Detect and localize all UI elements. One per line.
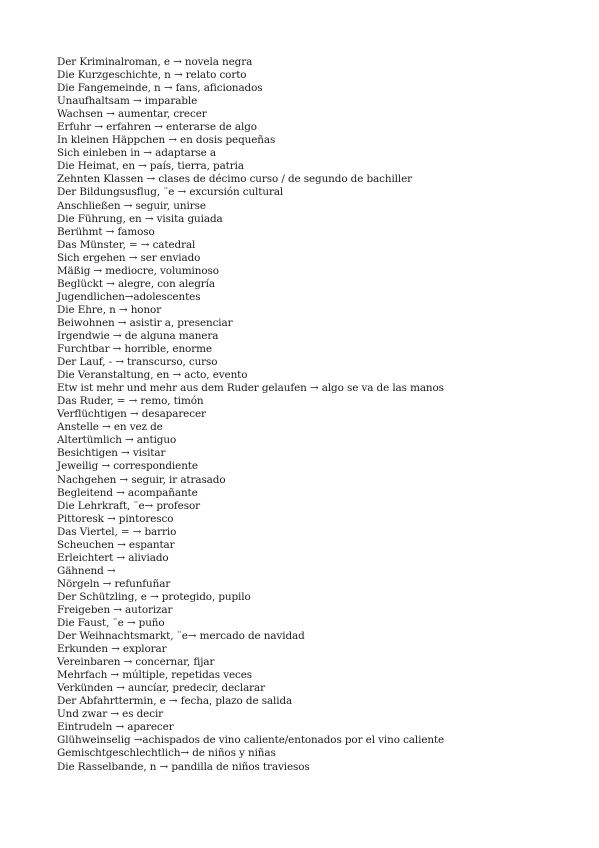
vocabulary-entry: Die Heimat, en → país, tierra, patria <box>57 160 244 173</box>
vocabulary-entry: Der Abfahrttermin, e → fecha, plazo de salida <box>57 695 293 708</box>
vocabulary-entry: Der Bildungsusflug, ¨e → excursión cultural <box>57 186 284 199</box>
vocabulary-entry: Erfuhr → erfahren → enterarse de algo <box>57 121 257 134</box>
vocabulary-entry: Anstelle → en vez de <box>57 421 163 434</box>
vocabulary-entry: Sich ergehen → ser enviado <box>57 251 201 264</box>
vocabulary-entry: Das Ruder, = → remo, timón <box>57 395 204 408</box>
vocabulary-entry: Nachgehen → seguir, ir atrasado <box>57 473 226 486</box>
vocabulary-entry: Das Viertel, = → barrio <box>57 525 177 538</box>
vocabulary-entry: Und zwar → es decir <box>57 708 164 721</box>
vocabulary-entry: Verkünden → auncíar, predecir, declarar <box>57 682 266 695</box>
vocabulary-entry: Wachsen → aumentar, crecer <box>57 108 207 121</box>
vocabulary-entry: Begleitend → acompañante <box>57 486 198 499</box>
vocabulary-entry: Das Münster, = → catedral <box>57 238 196 251</box>
vocabulary-entry: Beiwohnen → asistir a, presenciar <box>57 316 233 329</box>
vocabulary-entry: Die Führung, en → visita guiada <box>57 212 223 225</box>
vocabulary-entry: Beglückt → alegre, con alegría <box>57 277 215 290</box>
vocabulary-entry: Etw ist mehr und mehr aus dem Ruder gelaufen → algo se va de las manos <box>57 382 444 395</box>
vocabulary-entry: Die Veranstaltung, en → acto, evento <box>57 369 248 382</box>
vocabulary-entry: Furchtbar → horrible, enorme <box>57 343 212 356</box>
vocabulary-entry: Der Weihnachtsmarkt, ¨e→ mercado de navidad <box>57 630 305 643</box>
vocabulary-entry: Die Ehre, n → honor <box>57 303 162 316</box>
vocabulary-entry: Anschließen → seguir, unirse <box>57 199 206 212</box>
vocabulary-entry: Die Rasselbande, n → pandilla de niños traviesos <box>57 760 310 773</box>
vocabulary-entry: Pittoresk → pintoresco <box>57 512 174 525</box>
vocabulary-entry: Eintrudeln → aparecer <box>57 721 174 734</box>
vocabulary-entry: Glühweinselig →achispados de vino caliente/entonados por el vino caliente <box>57 734 445 747</box>
vocabulary-entry: Die Fangemeinde, n → fans, aficionados <box>57 82 263 95</box>
vocabulary-entry: Nörgeln → refunfuñar <box>57 577 171 590</box>
vocabulary-entry: Verflüchtigen → desaparecer <box>57 408 206 421</box>
vocabulary-entry: Jeweilig → correspondiente <box>57 460 198 473</box>
vocabulary-list <box>57 56 577 774</box>
vocabulary-entry: Sich einleben in → adaptarse a <box>57 147 217 160</box>
vocabulary-entry: Vereinbaren → concernar, fijar <box>57 656 215 669</box>
vocabulary-entry: Der Schützling, e → protegido, pupilo <box>57 590 251 603</box>
vocabulary-entry: Erleichtert → aliviado <box>57 551 169 564</box>
vocabulary-entry: Der Kriminalroman, e → novela negra <box>57 56 253 68</box>
vocabulary-entry: Jugendlichen→adolescentes <box>57 290 201 303</box>
vocabulary-entry: Erkunden → explorar <box>57 643 167 656</box>
vocabulary-entry: Gemischtgeschlechtlich→ de niños y niñas <box>57 747 276 760</box>
vocabulary-entry: Zehnten Klassen → clases de décimo curso / de segundo de bachiller <box>57 173 413 186</box>
vocabulary-entry: Freigeben → autorizar <box>57 603 173 616</box>
vocabulary-entry: Mehrfach → múltiple, repetidas veces <box>57 669 253 682</box>
vocabulary-entry: Mäßig → mediocre, voluminoso <box>57 264 219 277</box>
vocabulary-entry: Die Lehrkraft, ¨e→ profesor <box>57 499 200 512</box>
vocabulary-entry: In kleinen Häppchen → en dosis pequeñas <box>57 134 276 147</box>
vocabulary-entry: Die Kurzgeschichte, n → relato corto <box>57 69 247 82</box>
vocabulary-entry: Unaufhaltsam → imparable <box>57 95 198 108</box>
vocabulary-entry: Der Lauf, - → transcurso, curso <box>57 356 218 369</box>
vocabulary-entry: Die Faust, ¨e → puño <box>57 617 165 630</box>
vocabulary-entry: Berühmt → famoso <box>57 225 155 238</box>
vocabulary-entry: Altertümlich → antiguo <box>57 434 177 447</box>
vocabulary-entry: Scheuchen → espantar <box>57 538 175 551</box>
vocabulary-entry: Besichtigen → visitar <box>57 447 166 460</box>
vocabulary-entry: Irgendwie → de alguna manera <box>57 329 219 342</box>
vocabulary-entry: Gähnend → <box>57 564 116 577</box>
